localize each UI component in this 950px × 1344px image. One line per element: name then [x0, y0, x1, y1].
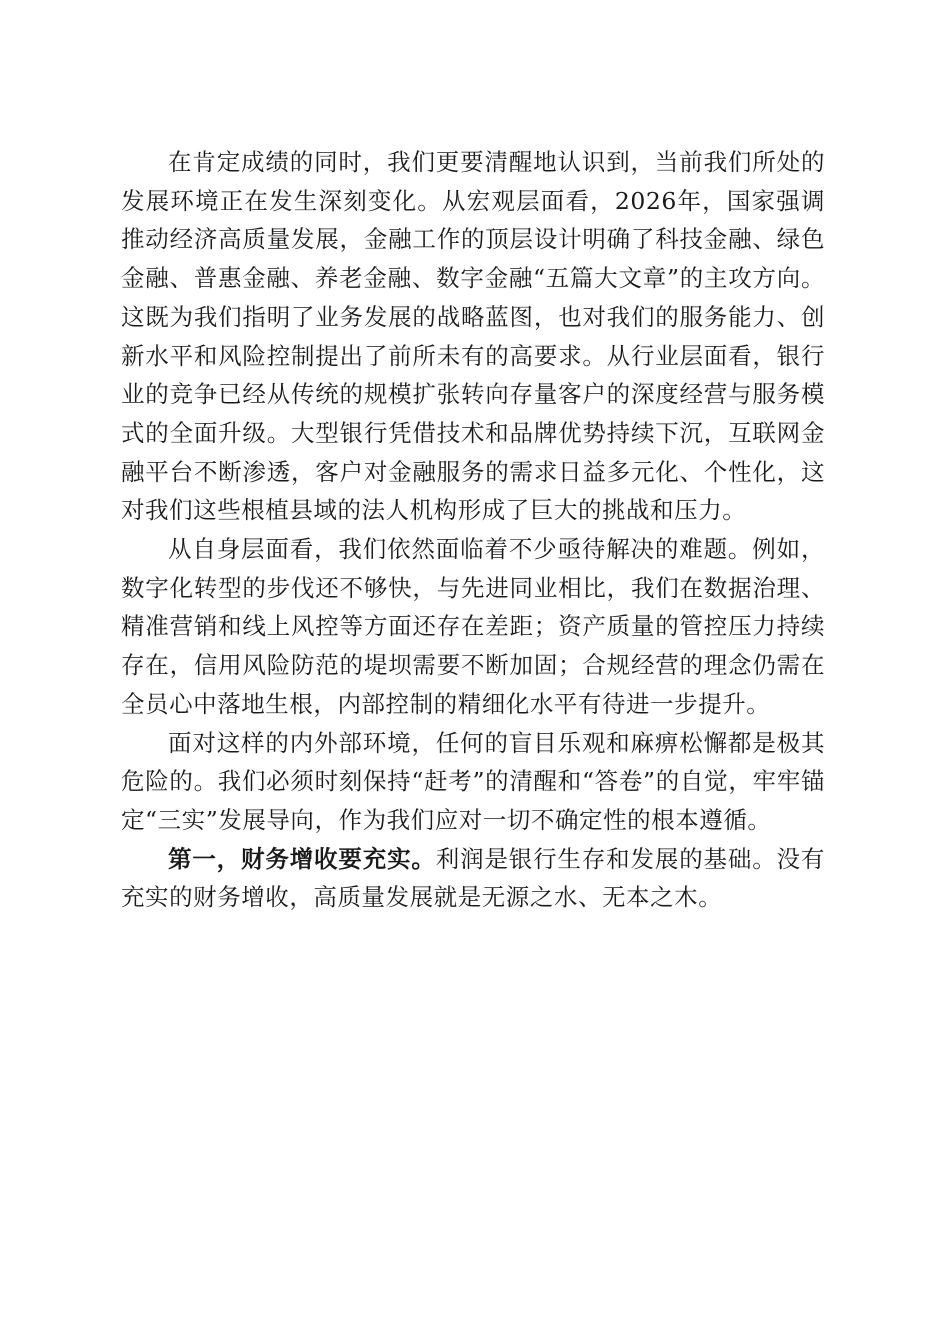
document-body [121, 143, 825, 917]
paragraph-lead: 第一，财务增收要充实。 [168, 844, 436, 873]
paragraph-orientation [121, 724, 825, 840]
paragraph-text: 在肯定成绩的同时，我们更要清醒地认识到，当前我们所处的发展环境正在发生深刻变化。从宏观层面看，2026年，国家强调推动经济高质量发展，金融工作的顶层设计明确了科技金融、绿色金融、普惠金融、养老金融、数字金融“五篇大文章”的主攻方向。这既为我们指明了业务发展的战略蓝图，也对我们的服务能力、创新水平和风险控制提出了前所未有的高要求。从行业层面看，银行业的竞争已经从传统的规模扩张转向存量客户的深度经营与服务模式的全面升级。大型银行凭借技术和品牌优势持续下沉，互联网金融平台不断渗透，客户对金融服务的需求日益多元化、个性化，这对我们这些根植县域的法人机构形成了巨大的挑战和压力。 [121, 148, 825, 525]
paragraph-text: 面对这样的内外部环境，任何的盲目乐观和麻痹松懈都是极其危险的。我们必须时刻保持“赶考”的清醒和“答卷”的自觉，牢牢锚定“三实”发展导向，作为我们应对一切不确定性的根本遵循。 [121, 728, 825, 834]
paragraph-first-point [121, 840, 825, 917]
paragraph-environment [121, 143, 825, 530]
paragraph-text: 利润是银行生存和发展的基础。没有充实的财务增收，高质量发展就是无源之水、无本之木。 [121, 844, 825, 912]
paragraph-text: 从自身层面看，我们依然面临着不少亟待解决的难题。例如，数字化转型的步伐还不够快，与先进同业相比，我们在数据治理、精准营销和线上风控等方面还存在差距；资产质量的管控压力持续存在，信用风险防范的堤坝需要不断加固；合规经营的理念仍需在全员心中落地生根，内部控制的精细化水平有待进一步提升。 [121, 535, 825, 718]
paragraph-self-assessment [121, 530, 825, 724]
